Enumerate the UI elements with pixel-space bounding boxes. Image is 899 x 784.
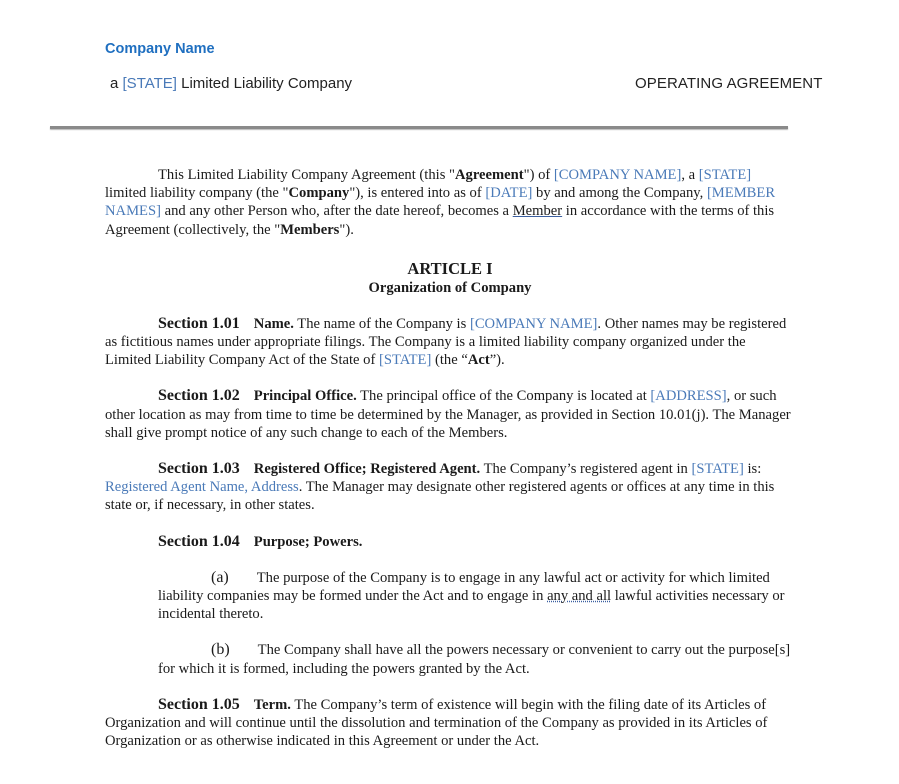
- section-text: (the “: [431, 352, 468, 369]
- date-placeholder: [DATE]: [485, 185, 533, 202]
- intro-text: by and among the Company,: [532, 185, 707, 202]
- section-1-02: [105, 387, 795, 442]
- intro-text: ") of: [523, 167, 554, 183]
- intro-text: ").: [339, 221, 354, 238]
- section-text: is:: [743, 461, 762, 478]
- document-title: OPERATING AGREEMENT: [635, 75, 823, 92]
- section-1-01: [105, 315, 795, 370]
- section-number: Section 1.04: [158, 532, 240, 550]
- subtitle-suffix: Limited Liability Company: [176, 75, 353, 92]
- company-name-placeholder: [COMPANY NAME]: [469, 315, 598, 332]
- section-1-03: [105, 460, 795, 515]
- section-title: Registered Office; Registered Agent.: [253, 461, 481, 478]
- section-text: The name of the Company is: [293, 315, 470, 332]
- state-placeholder: [STATE]: [122, 75, 177, 92]
- article-subtitle: Organization of Company: [368, 279, 532, 296]
- section-text: ”).: [489, 352, 505, 369]
- intro-paragraph: [105, 166, 795, 239]
- member-names-placeholder: [MEMBER NAMES]: [105, 185, 776, 220]
- subsection-text: lawful activities necessary or incidental thereto.: [158, 588, 785, 623]
- section-text: , or such other location as may from time to time be determined by the Manager, as provided in Section 10.01(j). The Manager shall give prompt notice of any such change to each of the Members.: [105, 388, 791, 441]
- company-name-heading: Company Name: [105, 41, 215, 57]
- header-divider: [50, 126, 788, 129]
- article-title: ARTICLE I: [407, 258, 493, 278]
- intro-defined-term: Agreement: [454, 167, 524, 183]
- intro-text: , a: [681, 167, 699, 183]
- section-number: Section 1.05: [158, 695, 240, 713]
- intro-defined-term: Members: [280, 221, 340, 238]
- intro-text: "), is entered into as of: [349, 185, 486, 202]
- section-title: Name.: [253, 315, 294, 332]
- section-number: Section 1.01: [158, 314, 240, 332]
- intro-text: in accordance with the terms of this Agreement (collectively, the ": [105, 203, 775, 238]
- section-number: Section 1.02: [158, 387, 240, 405]
- defined-term: Act: [467, 352, 490, 369]
- section-text: The Company’s term of existence will begin with the filing date of its Articles of Organization and will continue until the dissolution and termination of the Company as provided in its Articles of Organization or as otherwise indicated in this Agreement or under the Act.: [105, 696, 768, 750]
- subsection-text: The purpose of the Company is to engage in any lawful act or activity for which limited liability companies may be formed under the Act and to engage in: [158, 569, 770, 605]
- subsection-label: (a): [211, 568, 229, 586]
- section-text: . Other names may be registered as fictitious names under appropriate filings. The Company is a limited liability company organized under the Limited Liability Company Act of the State of: [105, 315, 787, 369]
- subsection-b-text: [158, 641, 795, 677]
- section-number: Section 1.03: [158, 460, 240, 478]
- intro-text: and any other Person who, after the date hereof, becomes a: [160, 203, 513, 220]
- company-name-placeholder: [COMPANY NAME]: [553, 167, 682, 183]
- subsection-a: [105, 569, 795, 624]
- state-placeholder: [STATE]: [379, 352, 432, 369]
- section-text: The principal office of the Company is located at: [356, 388, 651, 405]
- section-1-04: [105, 533, 795, 551]
- subtitle-prefix: a: [110, 75, 123, 92]
- subsection-b: [105, 641, 795, 677]
- section-title: Term.: [253, 696, 291, 713]
- section-1-05: [105, 696, 795, 751]
- section-title: Purpose; Powers.: [253, 533, 363, 550]
- section-text: The Company’s registered agent in: [480, 461, 692, 478]
- intro-text: limited liability company (the ": [105, 185, 289, 202]
- article-heading: [105, 259, 795, 297]
- document-body: [105, 166, 795, 750]
- intro-text: This Limited Liability Company Agreement (this ": [158, 167, 455, 183]
- section-title: Principal Office.: [253, 388, 357, 405]
- company-subtitle: [110, 75, 352, 92]
- state-placeholder: [STATE]: [698, 167, 752, 183]
- subsection-text: The Company shall have all the powers necessary or convenient to carry out the purpose[s] for which it is formed, including the powers granted by the Act.: [158, 642, 791, 677]
- flagged-phrase: any and all: [547, 588, 612, 605]
- intro-defined-term: Company: [288, 185, 350, 202]
- registered-agent-placeholder: Registered Agent Name, Address: [105, 479, 299, 496]
- subsection-a-text: [158, 569, 795, 624]
- subsection-label: (b): [211, 641, 230, 659]
- section-text: . The Manager may designate other registered agents or offices at any time in this state or, if necessary, in other states.: [105, 479, 775, 514]
- member-defined-link: Member: [512, 203, 563, 220]
- state-placeholder: [STATE]: [691, 461, 744, 478]
- address-placeholder: [ADDRESS]: [650, 388, 727, 405]
